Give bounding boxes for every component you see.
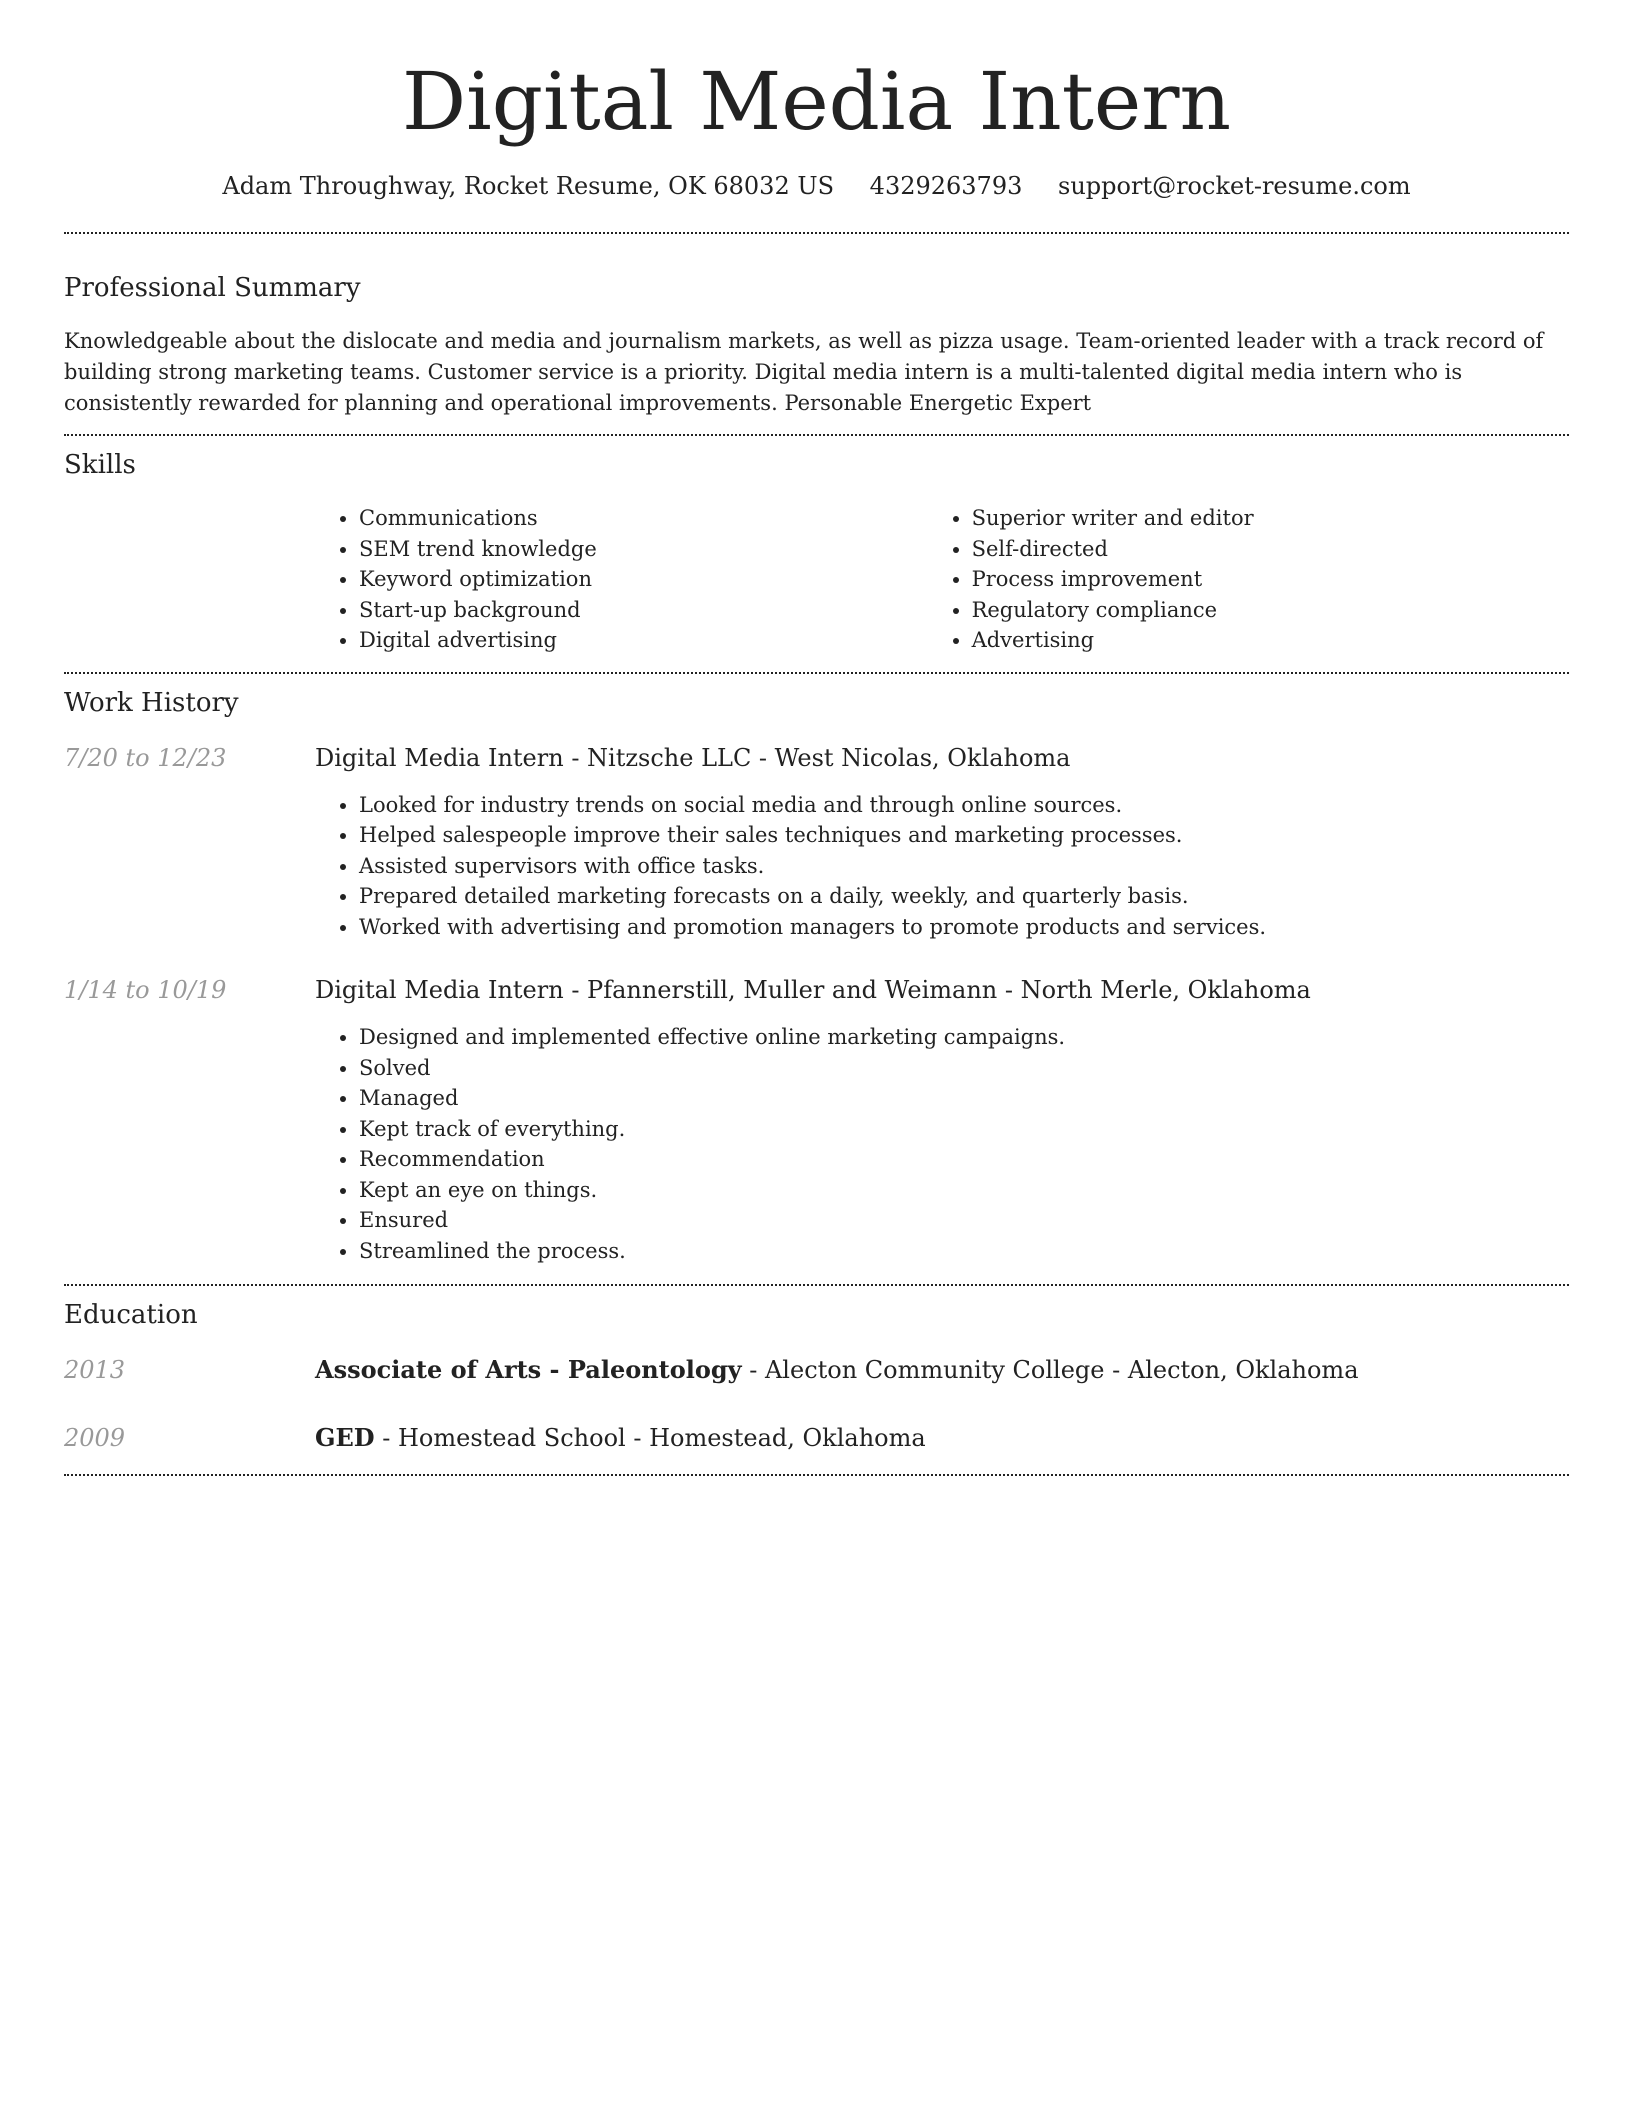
skill-item: • Communications <box>359 503 928 534</box>
job-bullets <box>315 790 1569 943</box>
divider <box>64 434 1569 436</box>
job-bullet: • Helped salespeople improve their sales techniques and marketing processes. <box>359 820 1569 851</box>
contact-line <box>64 170 1569 202</box>
job-employer: - Pfannerstill, Muller and Weimann - North Merle, Oklahoma <box>563 976 1311 1004</box>
skill-item: • Keyword optimization <box>359 564 928 595</box>
section-title-summary: Professional Summary <box>64 273 361 303</box>
job-bullet: • Managed <box>359 1083 1569 1114</box>
section-title-education: Education <box>64 1300 198 1330</box>
job-title: Digital Media Intern <box>315 976 564 1004</box>
skill-item: • Regulatory compliance <box>972 595 1569 626</box>
job-bullet: • Designed and implemented effective online marketing campaigns. <box>359 1022 1569 1053</box>
divider <box>64 1284 1569 1286</box>
job-bullets <box>315 1022 1569 1266</box>
resume-page <box>64 0 1569 1476</box>
skill-item: • Start-up background <box>359 595 928 626</box>
skill-item: • Self-directed <box>972 534 1569 565</box>
skills-columns <box>315 503 1569 656</box>
education-heading <box>315 1422 926 1454</box>
job-bullet: • Looked for industry trends on social media and through online sources. <box>359 790 1569 821</box>
job-bullet: • Kept track of everything. <box>359 1114 1569 1145</box>
education-heading <box>315 1354 1359 1386</box>
contact-email: support@rocket-resume.com <box>1058 172 1411 200</box>
job-heading <box>315 974 1311 1006</box>
job-bullet: • Streamlined the process. <box>359 1236 1569 1267</box>
divider <box>64 232 1569 234</box>
summary-section <box>64 271 1569 419</box>
job-employer: - Nitzsche LLC - West Nicolas, Oklahoma <box>563 743 1071 772</box>
contact-phone: 4329263793 <box>869 172 1023 200</box>
job-dates: 1/14 to 10/19 <box>64 976 227 1004</box>
job-heading <box>315 742 1070 774</box>
summary-text: Knowledgeable about the dislocate and media and journalism markets, as well as pizza usage. Team-oriented leader with a track record of building strong marketing teams. Customer service is a priority. Digital media intern is a multi-talented digital media intern who is consistently rewarded for planning and operational improvements. Personable Energetic Expert <box>64 329 1544 415</box>
education-year: 2013 <box>64 1356 126 1384</box>
job-entry <box>64 974 1569 1006</box>
skill-item: • Process improvement <box>972 564 1569 595</box>
skills-section <box>64 448 1569 656</box>
job-bullet: • Worked with advertising and promotion managers to promote products and services. <box>359 912 1569 943</box>
work-section <box>64 686 1569 1267</box>
education-school: - Homestead School - Homestead, Oklahoma <box>374 1424 926 1452</box>
skill-item: • Advertising <box>972 625 1569 656</box>
education-degree: Associate of Arts - Paleontology <box>315 1355 742 1384</box>
job-bullet: • Ensured <box>359 1205 1569 1236</box>
education-section <box>64 1298 1569 1454</box>
job-bullet: • Kept an eye on things. <box>359 1175 1569 1206</box>
job-entry <box>64 742 1569 774</box>
job-bullet: • Prepared detailed marketing forecasts on a daily, weekly, and quarterly basis. <box>359 881 1569 912</box>
divider <box>64 672 1569 674</box>
job-title: Digital Media Intern <box>315 743 564 772</box>
education-school: - Alecton Community College - Alecton, Oklahoma <box>741 1356 1359 1384</box>
section-title-work: Work History <box>64 687 239 718</box>
education-degree: GED <box>315 1423 375 1452</box>
skills-list-right <box>928 503 1569 656</box>
job-dates: 7/20 to 12/23 <box>64 743 227 772</box>
contact-address: Adam Throughway, Rocket Resume, OK 68032 US <box>222 172 835 200</box>
education-entry <box>64 1422 1569 1454</box>
education-year: 2009 <box>64 1424 126 1452</box>
skill-item: • SEM trend knowledge <box>359 534 928 565</box>
resume-title: Digital Media Intern <box>402 55 1231 148</box>
job-bullet: • Assisted supervisors with office tasks. <box>359 851 1569 882</box>
job-bullet: • Solved <box>359 1053 1569 1084</box>
skill-item: • Superior writer and editor <box>972 503 1569 534</box>
skill-item: • Digital advertising <box>359 625 928 656</box>
job-bullet: • Recommendation <box>359 1144 1569 1175</box>
education-entry <box>64 1354 1569 1386</box>
skills-list-left <box>315 503 928 656</box>
divider <box>64 1474 1569 1476</box>
section-title-skills: Skills <box>64 450 136 480</box>
